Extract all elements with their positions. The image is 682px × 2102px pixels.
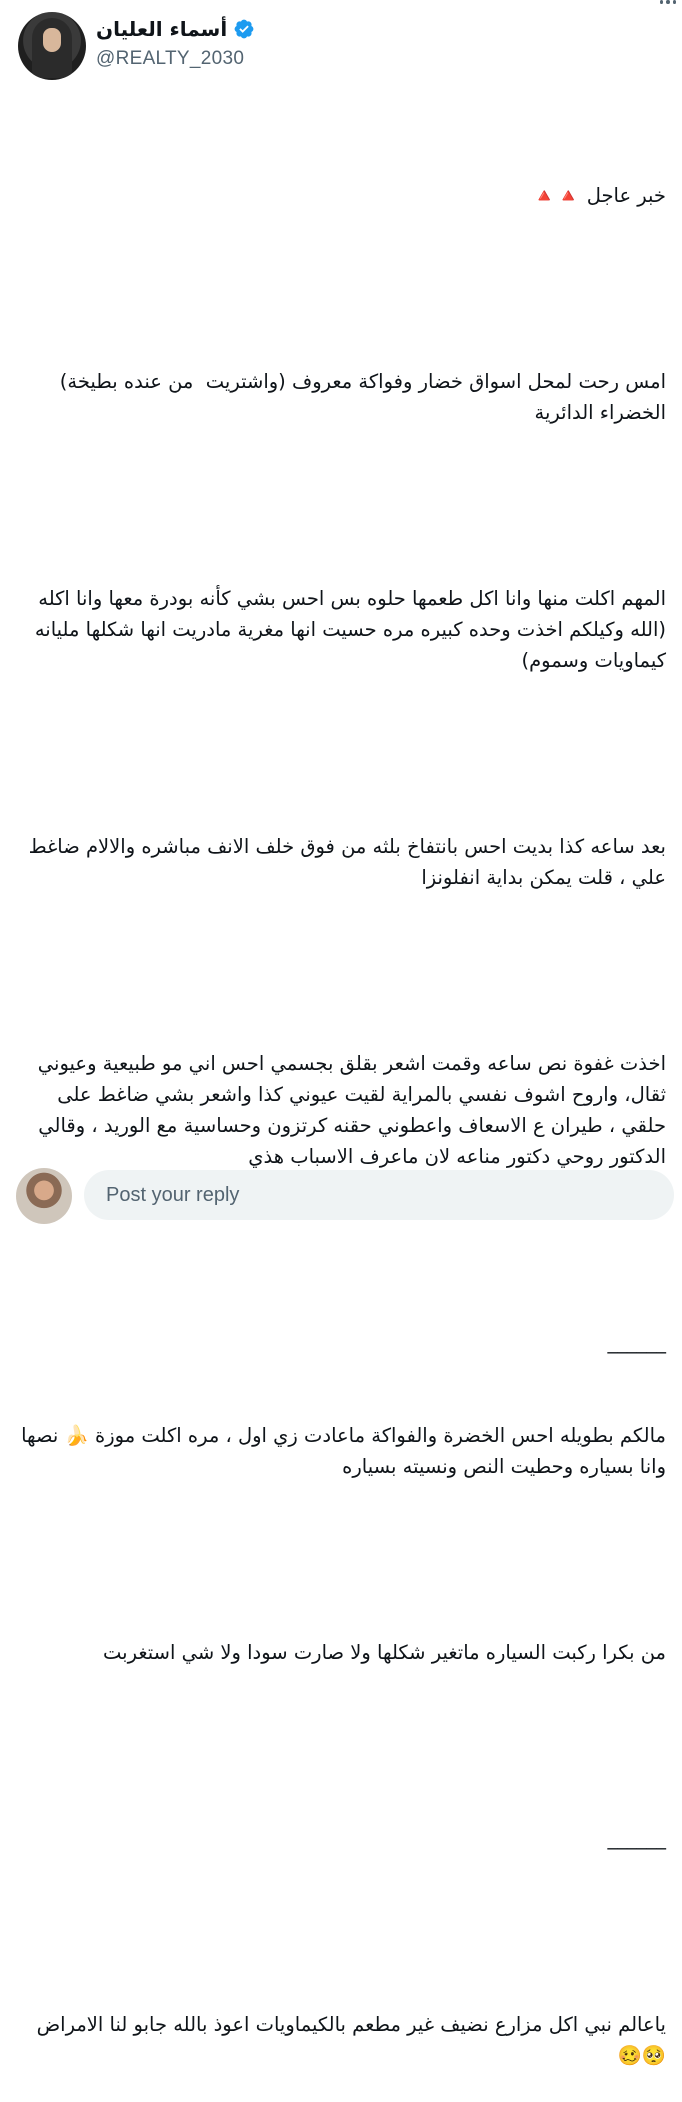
tweet-paragraph: امس رحت لمحل اسواق خضار وفواكة معروف (واشتريت من عنده بطيخة) الخضراء الدائرية [53, 370, 666, 424]
tweet-separator: ______ [607, 1331, 666, 1354]
tweet-separator: ______ [607, 1827, 666, 1850]
tweet-paragraph: اخذت غفوة نص ساعه وقمت اشعر بقلق بجسمي احس اني مو طبيعية وعيوني ثقال، واروح اشوف نفسي بالمراية لقيت عيوني كذا واشعر بشي ضاغط على حلقي ، طيران ع الاسعاف واعطوني حقنه كرتزون وحساسية مع الوريد ، وقالي الدكتور روحي دكتور مناعه لان ماعرف الاسباب هذي [31, 1052, 666, 1168]
reply-input[interactable]: Post your reply [84, 1170, 674, 1220]
tweet-paragraph: خبر عاجل 🔺🔺 [531, 184, 666, 207]
author-handle[interactable]: @REALTY_2030 [96, 48, 245, 69]
more-options-icon[interactable] [660, 0, 676, 14]
author-display-name[interactable]: أسماء العليان [96, 17, 228, 41]
reply-bar [0, 1160, 682, 1206]
current-user-avatar[interactable] [16, 1168, 72, 1224]
tweet-paragraph: ياعالم نبي اكل مزارع نضيف غير مطعم بالكيماويات اعوذ بالله جابو لنا الامراض 🥺🥴 [30, 2013, 666, 2067]
tweet-body [14, 118, 666, 2102]
author-avatar[interactable] [18, 12, 86, 80]
tweet-paragraph: من بكرا ركبت السياره ماتغير شكلها ولا صارت سودا ولا شي استغربت [103, 1641, 666, 1664]
author-name-row[interactable] [96, 16, 255, 42]
tweet-paragraph: مالكم بطويله احس الخضرة والفواكة ماعادت زي اول ، مره اكلت موزة 🍌 نصها وانا بسياره وحطيت النص ونسيته بسياره [14, 1424, 666, 1478]
tweet-paragraph: بعد ساعه كذا بديت احس بانتفاخ بلثه من فوق خلف الانف مباشره والالام ضاغط علي ، قلت يمكن بداية انفلونزا [22, 835, 666, 889]
tweet-header [0, 0, 682, 90]
tweet-paragraph: المهم اكلت منها وانا اكل طعمها حلوه بس احس بشي كأنه بودرة معها وانا اكله (الله وكيلكم اخذت وحده كبيره مره حسيت انها مغرية مادريت انها شكلها مليانه كيماويات وسموم) [28, 587, 666, 672]
verified-badge-icon [233, 18, 255, 40]
avatar-face-shape [43, 28, 61, 52]
